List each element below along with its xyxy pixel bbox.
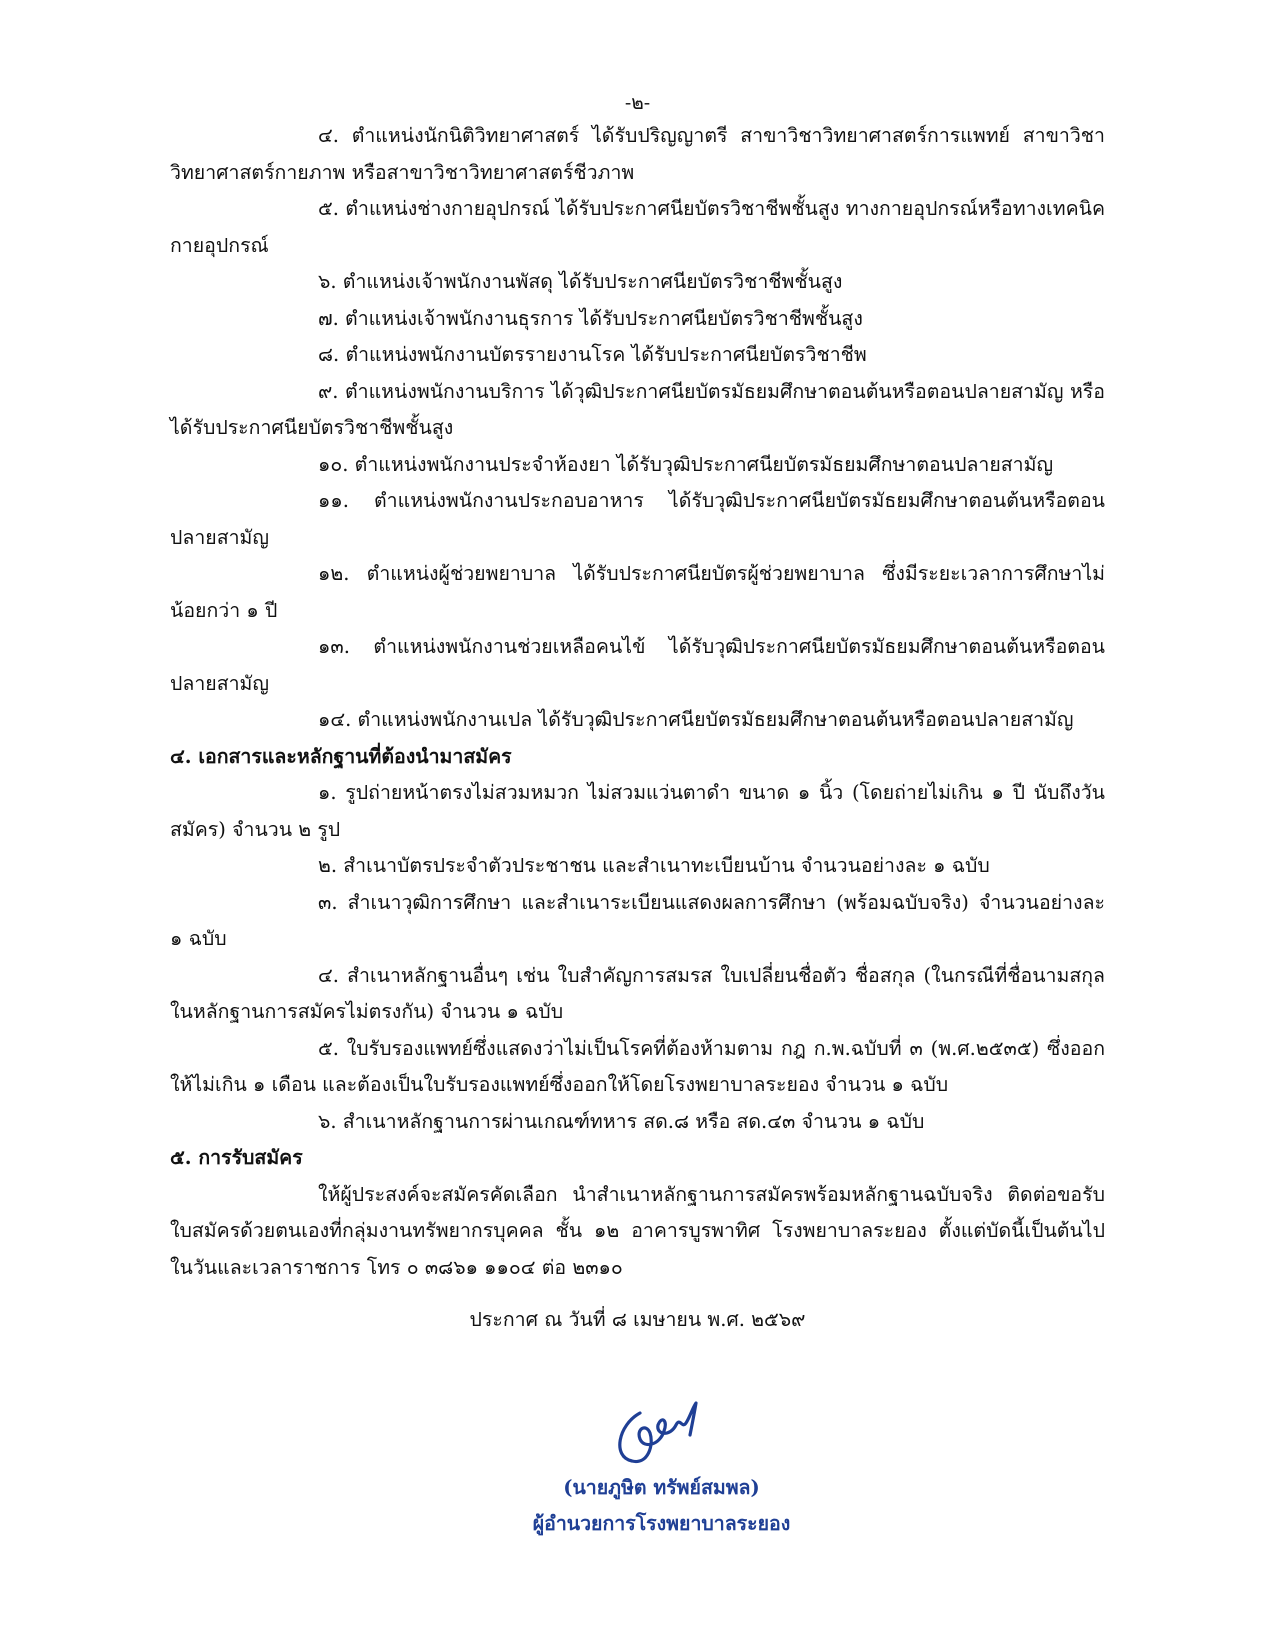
item-photo: ๑. รูปถ่ายหน้าตรงไม่สวมหมวก ไม่สวมแว่นตาดำ ขนาด ๑ นิ้ว (โดยถ่ายไม่เกิน ๑ ปี นับถึงวันสมัคร) จำนวน ๒ รูป: [170, 781, 1105, 841]
item-medical-record-worker: ๘. ตำแหน่งพนักงานบัตรรายงานโรค ได้รับประกาศนียบัตรวิชาชีพ: [318, 343, 867, 366]
item-practical-nurse: ๑๒. ตำแหน่งผู้ช่วยพยาบาล ได้รับประกาศนียบัตรผู้ช่วยพยาบาล ซึ่งมีระยะเวลาการศึกษาไม่น้อยกว่า ๑ ปี: [170, 562, 1105, 622]
item-education-copy: ๓. สำเนาวุฒิการศึกษา และสำเนาระเบียนแสดงผลการศึกษา (พร้อมฉบับจริง) จำนวนอย่างละ ๑ ฉบับ: [170, 890, 1105, 950]
handwritten-signature: [610, 1395, 720, 1473]
signer-title: ผู้อำนวยการโรงพยาบาลระยอง: [532, 1512, 791, 1535]
announcement-date: ประกาศ ณ วันที่ ๘ เมษายน พ.ศ. ๒๕๖๙: [469, 1308, 806, 1331]
section-heading-documents: ๔. เอกสารและหลักฐานที่ต้องนำมาสมัคร: [170, 744, 512, 768]
signer-name: (นายภูษิต ทรัพย์สมพล): [563, 1476, 760, 1499]
item-orthotist: ๕. ตำแหน่งช่างกายอุปกรณ์ ได้รับประกาศนียบัตรวิชาชีพชั้นสูง ทางกายอุปกรณ์หรือทางเทคนิคกายอุปกรณ์: [170, 197, 1105, 257]
item-military-document: ๖. สำเนาหลักฐานการผ่านเกณฑ์ทหาร สด.๘ หรือ สด.๔๓ จำนวน ๑ ฉบับ: [318, 1109, 925, 1133]
item-patient-aide: ๑๓. ตำแหน่งพนักงานช่วยเหลือคนไข้ ได้รับวุฒิประกาศนียบัตรมัธยมศึกษาตอนต้นหรือตอนปลายสามัญ: [170, 635, 1105, 695]
item-other-documents: ๔. สำเนาหลักฐานอื่นๆ เช่น ใบสำคัญการสมรส ใบเปลี่ยนชื่อตัว ชื่อสกุล (ในกรณีที่ชื่อนามสกุลในหลักฐานการสมัครไม่ตรงกัน) จำนวน ๑ ฉบับ: [170, 963, 1105, 1023]
item-supply-officer: ๖. ตำแหน่งเจ้าพนักงานพัสดุ ได้รับประกาศนียบัตรวิชาชีพชั้นสูง: [318, 270, 843, 293]
item-service-worker: ๙. ตำแหน่งพนักงานบริการ ได้วุฒิประกาศนียบัตรมัธยมศึกษาตอนต้นหรือตอนปลายสามัญ หรือได้รับประกาศนียบัตรวิชาชีพชั้นสูง: [170, 379, 1105, 439]
item-medical-certificate: ๕. ใบรับรองแพทย์ซึ่งแสดงว่าไม่เป็นโรคที่ต้องห้ามตาม กฎ ก.พ.ฉบับที่ ๓ (พ.ศ.๒๕๓๕) ซึ่งออกให้ไม่เกิน ๑ เดือน และต้องเป็นใบรับรองแพทย์ซึ่งออกให้โดยโรงพยาบาลระยอง จำนวน ๑ ฉบับ: [170, 1036, 1105, 1096]
page-number: -๒-: [624, 92, 651, 114]
item-id-card-copy: ๒. สำเนาบัตรประจำตัวประชาชน และสำเนาทะเบียนบ้าน จำนวนอย่างละ ๑ ฉบับ: [318, 854, 990, 877]
item-stretcher-bearer: ๑๔. ตำแหน่งพนักงานเปล ได้รับวุฒิประกาศนียบัตรมัธยมศึกษาตอนต้นหรือตอนปลายสามัญ: [318, 708, 1074, 731]
section-heading-application: ๕. การรับสมัคร: [170, 1146, 303, 1169]
item-pharmacy-worker: ๑๐. ตำแหน่งพนักงานประจำห้องยา ได้รับวุฒิประกาศนียบัตรมัธยมศึกษาตอนปลายสามัญ: [318, 452, 1054, 476]
item-cook: ๑๑. ตำแหน่งพนักงานประกอบอาหาร ได้รับวุฒิประกาศนียบัตรมัธยมศึกษาตอนต้นหรือตอนปลายสามัญ: [170, 489, 1105, 549]
item-forensic-scientist: ๔. ตำแหน่งนักนิติวิทยาศาสตร์ ได้รับปริญญาตรี สาขาวิชาวิทยาศาสตร์การแพทย์ สาขาวิชาวิทยาศาสตร์กายภาพ หรือสาขาวิชาวิทยาศาสตร์ชีวภาพ: [170, 124, 1105, 184]
application-instructions: ให้ผู้ประสงค์จะสมัครคัดเลือก นำสำเนาหลักฐานการสมัครพร้อมหลักฐานฉบับจริง ติดต่อขอรับใบสมัครด้วยตนเองที่กลุ่มงานทรัพยากรบุคคล ชั้น ๑๒ อาคารบูรพาทิศ โรงพยาบาลระยอง ตั้งแต่บัดนี้เป็นต้นไป ในวันและเวลาราชการ โทร ๐ ๓๘๖๑ ๑๑๐๔ ต่อ ๒๓๑๐: [170, 1182, 1105, 1279]
item-admin-officer: ๗. ตำแหน่งเจ้าพนักงานธุรการ ได้รับประกาศนียบัตรวิชาชีพชั้นสูง: [318, 306, 863, 330]
document-body: [170, 118, 1105, 1286]
